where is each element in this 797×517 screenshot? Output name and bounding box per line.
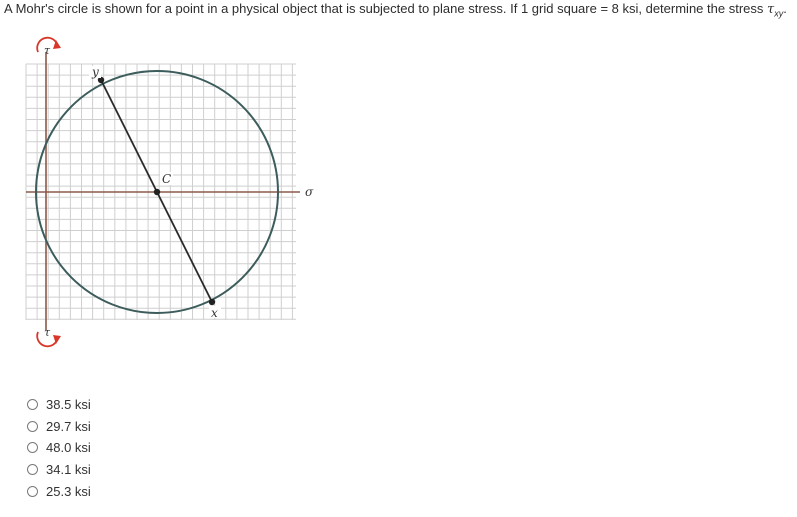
label-y: y [92, 65, 99, 79]
tau-subscript: xy [774, 8, 784, 19]
radio-button[interactable] [27, 486, 38, 497]
choice-3[interactable] [27, 437, 91, 459]
choice-4[interactable] [27, 459, 91, 481]
answer-choices [27, 394, 91, 502]
label-c: C [162, 172, 172, 186]
choice-5[interactable] [27, 480, 91, 502]
sigma-label: σ [305, 185, 314, 199]
tau-top-label: τ [44, 44, 51, 57]
choice-label: 34.1 ksi [46, 462, 91, 478]
point-c [154, 189, 160, 195]
point-x [209, 299, 215, 305]
question-body: A Mohr's circle is shown for a point in a physical object that is subjected to plane stress. If 1 grid square = 8 ksi, determine the stress [4, 1, 767, 16]
radio-button[interactable] [27, 399, 38, 410]
choice-1[interactable] [27, 394, 91, 416]
question-end: . [783, 1, 787, 16]
choice-label: 25.3 ksi [46, 483, 91, 499]
choice-label: 48.0 ksi [46, 440, 91, 456]
tau-symbol: τ [767, 2, 775, 17]
tau-bottom-label: τ [44, 326, 51, 339]
radio-button[interactable] [27, 442, 38, 453]
choice-label: 38.5 ksi [46, 397, 91, 413]
choice-label: 29.7 ksi [46, 418, 91, 434]
radio-button[interactable] [27, 464, 38, 475]
choice-2[interactable] [27, 416, 91, 438]
radio-button[interactable] [27, 421, 38, 432]
label-x: x [211, 306, 218, 320]
